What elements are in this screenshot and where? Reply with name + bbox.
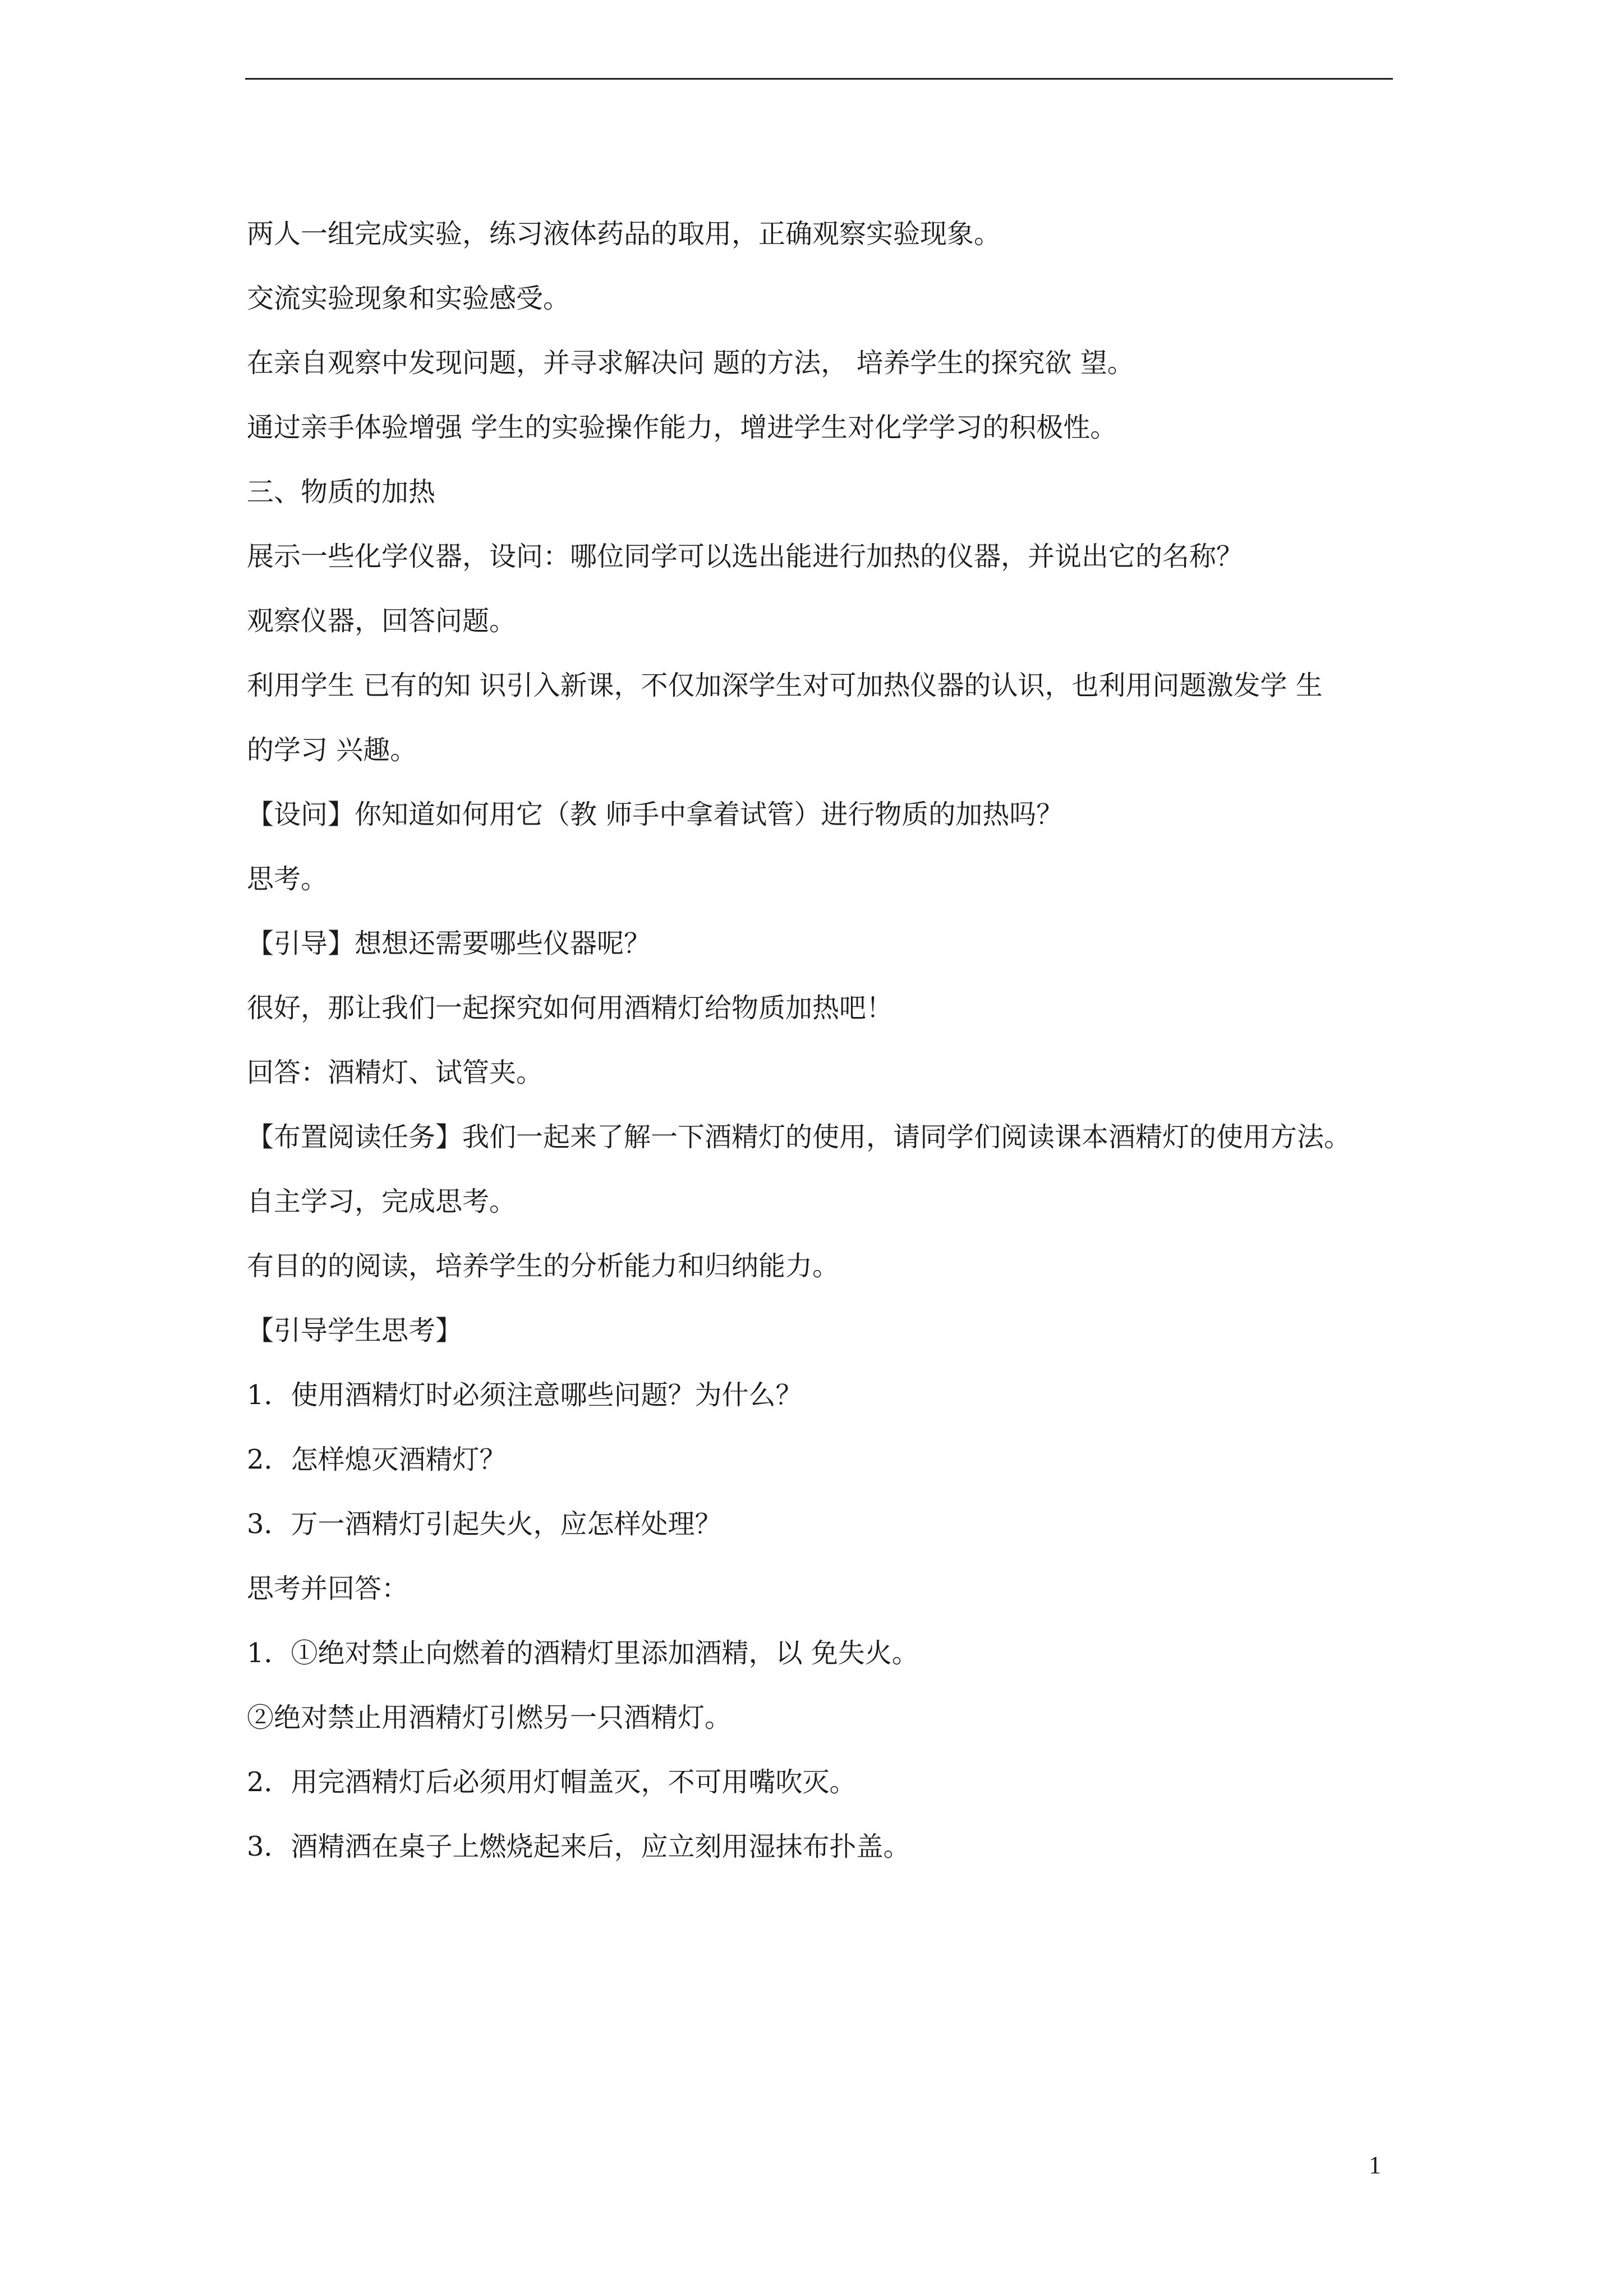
section-heading: 三、物质的加热 bbox=[247, 476, 436, 508]
text-line: 的学习 兴趣。 bbox=[247, 734, 417, 766]
text-line: 自主学习，完成思考。 bbox=[247, 1186, 517, 1217]
text-line: 利用学生 已有的知 识引入新课，不仅加深学生对可加热仪器的认识，也利用问题激发学 生 bbox=[247, 670, 1323, 701]
text-line: 两人一组完成实验，练习液体药品的取用，正确观察实验现象。 bbox=[247, 218, 1001, 250]
list-item: 1．使用酒精灯时必须注意哪些问题？为什么？ bbox=[247, 1379, 803, 1411]
text-line: 展示一些化学仪器，设问：哪位同学可以选出能进行加热的仪器，并说出它的名称？ bbox=[247, 541, 1244, 572]
text-line: 思考。 bbox=[247, 863, 328, 895]
list-item: 2．用完酒精灯后必须用灯帽盖灭，不可用嘴吹灭。 bbox=[247, 1766, 857, 1798]
document-body bbox=[247, 202, 1402, 1879]
list-item: ②绝对禁止用酒精灯引燃另一只酒精灯。 bbox=[247, 1702, 732, 1733]
text-line: 回答：酒精灯、试管夹。 bbox=[247, 1057, 544, 1088]
text-line: 很好，那让我们一起探究如何用酒精灯给物质加热吧！ bbox=[247, 992, 894, 1024]
text-line: 观察仪器，回答问题。 bbox=[247, 605, 517, 637]
text-line: 【引导学生思考】 bbox=[247, 1315, 463, 1346]
list-item: 2．怎样熄灭酒精灯？ bbox=[247, 1444, 507, 1475]
page-number: 1 bbox=[1369, 2151, 1381, 2179]
list-item: 3．酒精洒在桌子上燃烧起来后，应立刻用湿抹布扑盖。 bbox=[247, 1831, 910, 1862]
list-item: 1．①绝对禁止向燃着的酒精灯里添加酒精，以 免失火。 bbox=[247, 1637, 919, 1669]
text-line: 有目的的阅读，培养学生的分析能力和归纳能力。 bbox=[247, 1250, 840, 1282]
text-line: 【设问】你知道如何用它（教 师手中拿着试管）进行物质的加热吗？ bbox=[247, 799, 1064, 830]
text-line: 通过亲手体验增强 学生的实验操作能力，增进学生对化学学习的积极性。 bbox=[247, 412, 1117, 443]
list-item: 3．万一酒精灯引起失火，应怎样处理？ bbox=[247, 1508, 722, 1540]
text-line: 【引导】想想还需要哪些仪器呢？ bbox=[247, 928, 651, 959]
text-line: 交流实验现象和实验感受。 bbox=[247, 283, 571, 314]
text-line: 思考并回答： bbox=[247, 1573, 409, 1604]
text-line: 在亲自观察中发现问题，并寻求解决问 题的方法， 培养学生的探究欲 望。 bbox=[247, 347, 1134, 379]
text-line: 【布置阅读任务】我们一起来了解一下酒精灯的使用，请同学们阅读课本酒精灯的使用方法。 bbox=[247, 1121, 1351, 1153]
header-rule bbox=[245, 78, 1393, 80]
